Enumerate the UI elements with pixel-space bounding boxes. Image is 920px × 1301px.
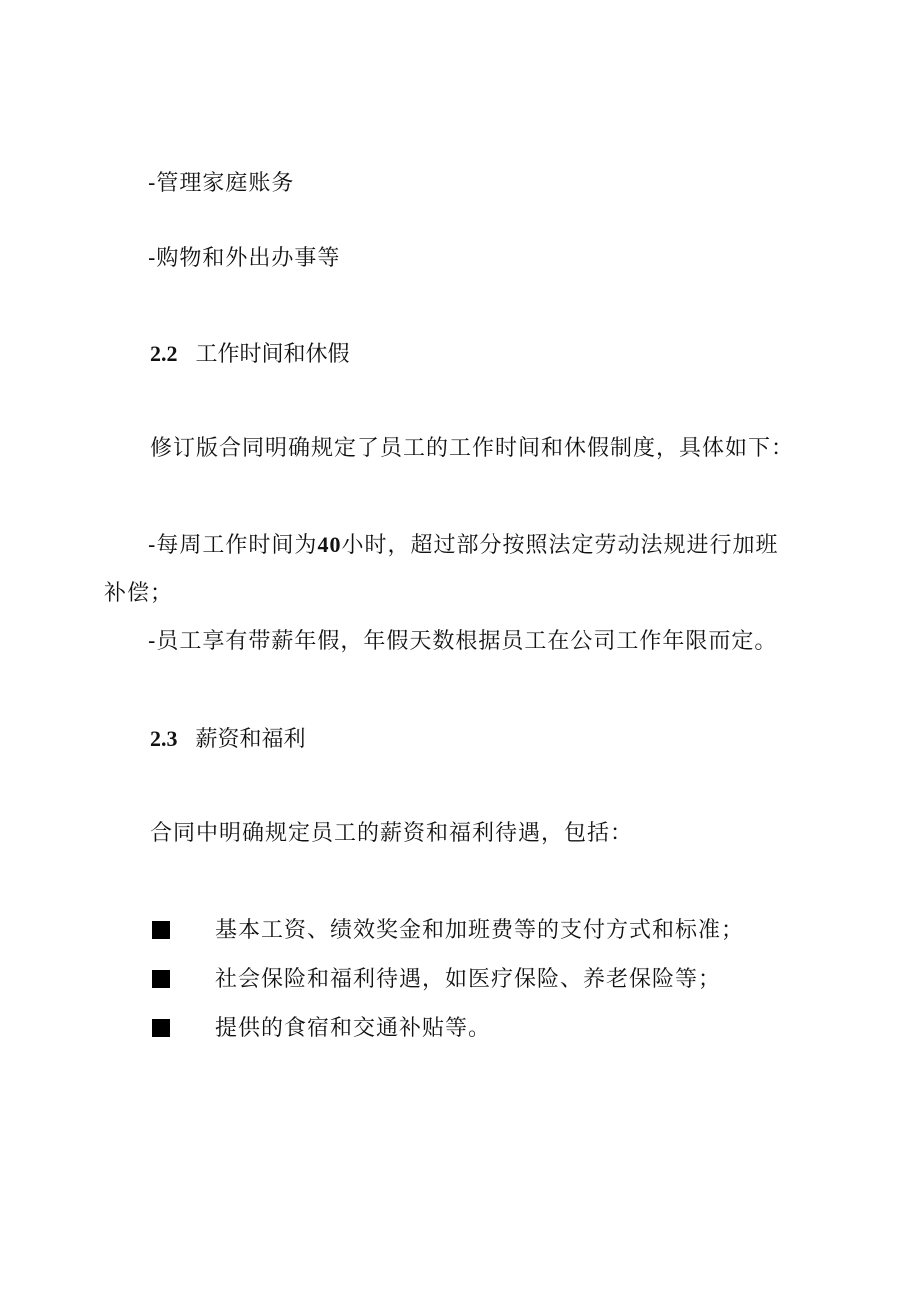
paragraph-salary-intro: 合同中明确规定员工的薪资和福利待遇，包括： — [150, 821, 634, 846]
list-item-annual-leave: -员工享有带薪年假，年假天数根据员工在公司工作年限而定。 — [148, 629, 778, 654]
section-title: 工作时间和休假 — [195, 342, 350, 367]
list-item-weekly-hours — [148, 531, 778, 560]
list-item-household-accounts: -管理家庭账务 — [148, 171, 295, 196]
bullet-text: 社会保险和福利待遇，如医疗保险、养老保险等； — [215, 967, 722, 992]
bullet-item — [152, 1015, 492, 1043]
section-number: 2.2 — [150, 341, 178, 366]
hours-value: 40 — [317, 532, 342, 557]
paragraph-work-time-intro: 修订版合同明确规定了员工的工作时间和休假制度，具体如下： — [150, 436, 795, 461]
bullet-text: 基本工资、绩效奖金和加班费等的支付方式和标准； — [215, 918, 745, 943]
bullet-text: 提供的食宿和交通补贴等。 — [215, 1016, 492, 1041]
square-bullet-icon — [152, 1019, 170, 1037]
text-segment: -每周工作时间为 — [148, 533, 318, 558]
list-item-shopping-errands: -购物和外出办事等 — [148, 246, 341, 271]
bullet-item — [152, 966, 722, 994]
square-bullet-icon — [152, 921, 170, 939]
section-heading-2-3 — [150, 725, 306, 754]
text-segment: 小时，超过部分按照法定劳动法规进行加班 — [341, 533, 779, 558]
section-number: 2.3 — [150, 726, 178, 751]
section-title: 薪资和福利 — [195, 727, 306, 752]
list-item-weekly-hours-wrap: 补偿； — [104, 581, 174, 606]
square-bullet-icon — [152, 970, 170, 988]
section-heading-2-2 — [150, 340, 350, 369]
bullet-item — [152, 917, 745, 945]
